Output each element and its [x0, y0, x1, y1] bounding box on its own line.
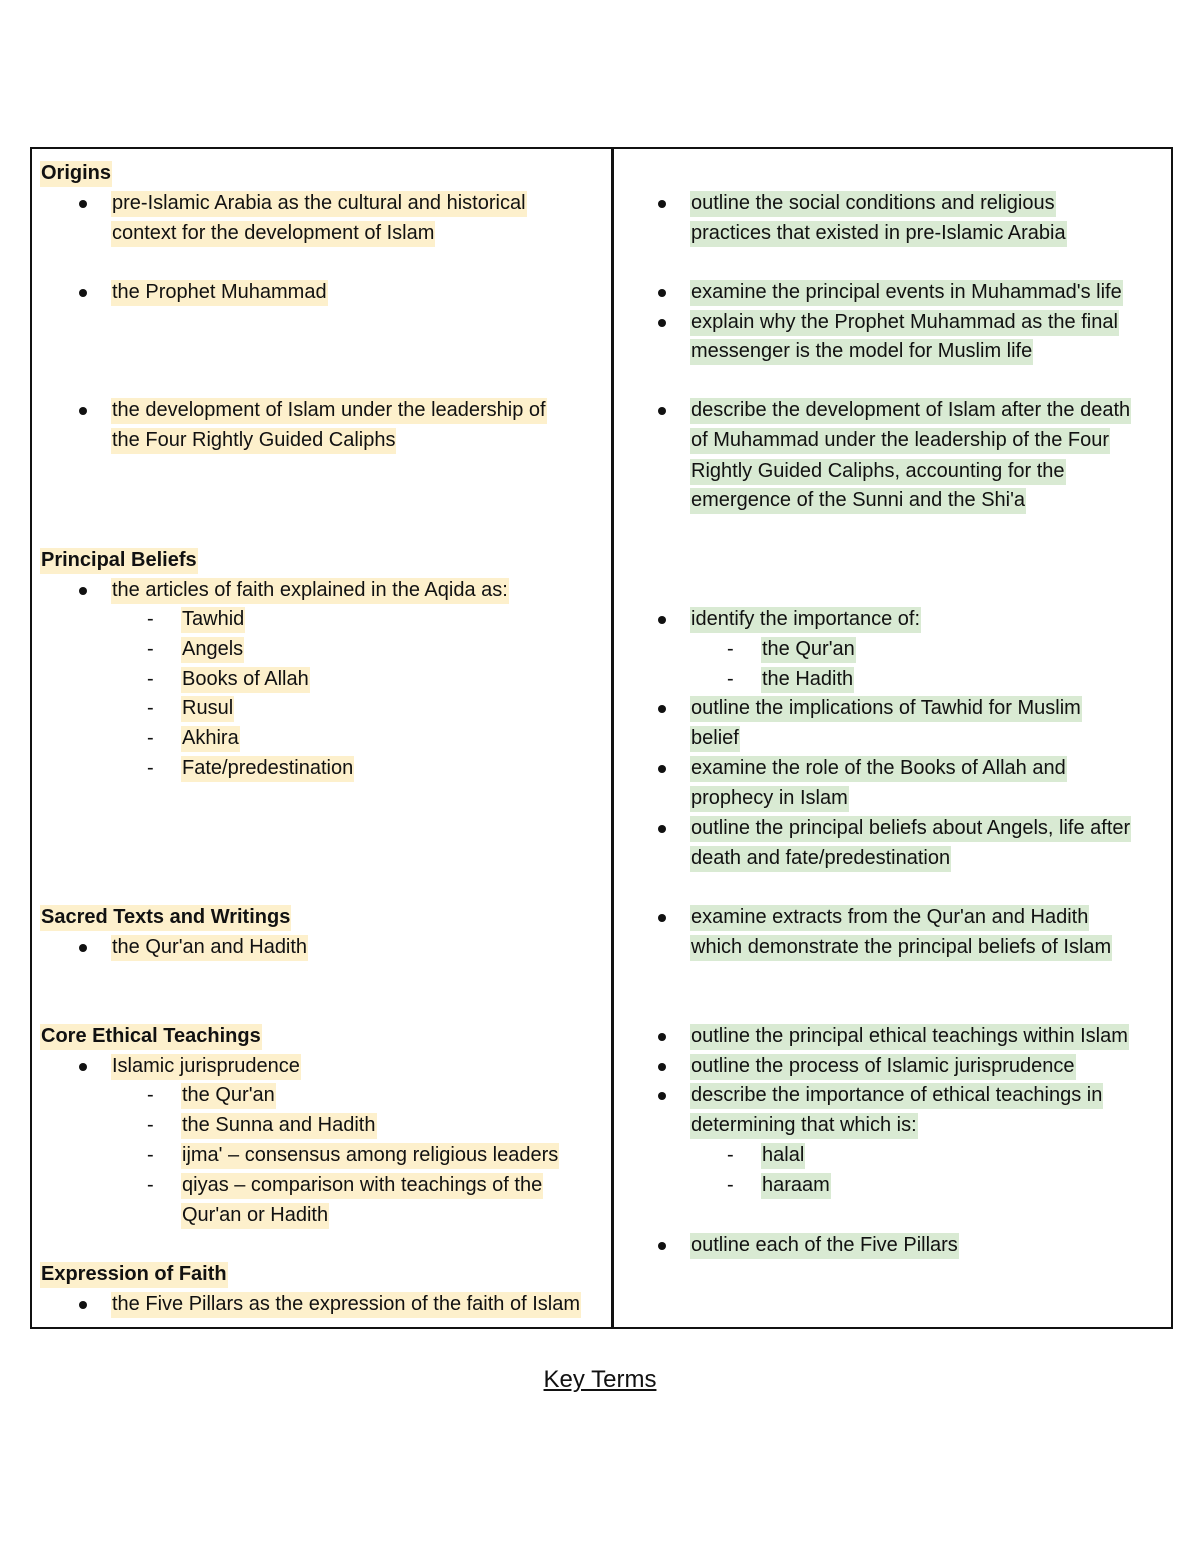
list-item: the Four Rightly Guided Caliphs [111, 427, 396, 453]
list-item: Islamic jurisprudence [111, 1053, 301, 1079]
dash-icon: - [147, 638, 154, 660]
list-item: belief [690, 725, 740, 751]
list-item: outline the social conditions and religious [690, 190, 1056, 216]
expression-of-faith-heading: Expression of Faith [40, 1261, 228, 1287]
dash-icon: - [147, 1114, 154, 1136]
column-divider [611, 149, 614, 1327]
sub-list-item: the Hadith [761, 666, 854, 692]
bullet-icon [658, 765, 666, 773]
bullet-icon [79, 289, 87, 297]
list-item: context for the development of Islam [111, 220, 435, 246]
sub-list-item: Tawhid [181, 606, 245, 632]
list-item: death and fate/predestination [690, 845, 951, 871]
dash-icon: - [147, 668, 154, 690]
sub-list-item: qiyas – comparison with teachings of the [181, 1172, 543, 1198]
bullet-icon [658, 616, 666, 624]
bullet-icon [79, 944, 87, 952]
list-item: determining that which is: [690, 1112, 918, 1138]
principal-beliefs-heading: Principal Beliefs [40, 547, 198, 573]
dash-icon: - [147, 1174, 154, 1196]
list-item: examine the principal events in Muhammad's life [690, 279, 1123, 305]
list-item: which demonstrate the principal beliefs of Islam [690, 934, 1112, 960]
list-item: Rightly Guided Caliphs, accounting for the [690, 458, 1066, 484]
dash-icon: - [147, 697, 154, 719]
bullet-icon [658, 1092, 666, 1100]
dash-icon: - [147, 608, 154, 630]
dash-icon: - [727, 668, 734, 690]
list-item: the articles of faith explained in the Aqida as: [111, 577, 509, 603]
list-item: describe the importance of ethical teachings in [690, 1082, 1103, 1108]
sub-list-item: the Qur'an [181, 1082, 276, 1108]
list-item: examine the role of the Books of Allah and [690, 755, 1067, 781]
dash-icon: - [147, 1144, 154, 1166]
list-item: outline the process of Islamic jurisprudence [690, 1053, 1076, 1079]
list-item: pre-Islamic Arabia as the cultural and historical [111, 190, 527, 216]
dash-icon: - [147, 757, 154, 779]
list-item: outline the principal ethical teachings within Islam [690, 1023, 1129, 1049]
bullet-icon [658, 705, 666, 713]
sub-list-item: halal [761, 1142, 805, 1168]
list-item: describe the development of Islam after the death [690, 397, 1131, 423]
bullet-icon [658, 1033, 666, 1041]
sub-list-item: Books of Allah [181, 666, 310, 692]
dash-icon: - [727, 1144, 734, 1166]
dash-icon: - [147, 1084, 154, 1106]
sub-list-item: Qur'an or Hadith [181, 1202, 329, 1228]
list-item: the Prophet Muhammad [111, 279, 328, 305]
sub-list-item: ijma' – consensus among religious leaders [181, 1142, 559, 1168]
list-item: the Qur'an and Hadith [111, 934, 308, 960]
sub-list-item: Angels [181, 636, 244, 662]
bullet-icon [658, 319, 666, 327]
list-item: the development of Islam under the leadership of [111, 397, 547, 423]
dash-icon: - [147, 727, 154, 749]
bullet-icon [79, 1063, 87, 1071]
list-item: explain why the Prophet Muhammad as the final [690, 309, 1119, 335]
sub-list-item: the Sunna and Hadith [181, 1112, 377, 1138]
bullet-icon [658, 289, 666, 297]
bullet-icon [79, 407, 87, 415]
bullet-icon [658, 1242, 666, 1250]
bullet-icon [658, 407, 666, 415]
sub-list-item: the Qur'an [761, 636, 856, 662]
sacred-texts-heading: Sacred Texts and Writings [40, 904, 291, 930]
dash-icon: - [727, 1174, 734, 1196]
list-item: identify the importance of: [690, 606, 921, 632]
list-item: outline each of the Five Pillars [690, 1232, 959, 1258]
sub-list-item: Akhira [181, 725, 240, 751]
bullet-icon [79, 587, 87, 595]
list-item: outline the principal beliefs about Angels, life after [690, 815, 1131, 841]
bullet-icon [658, 825, 666, 833]
list-item: examine extracts from the Qur'an and Hadith [690, 904, 1089, 930]
list-item: messenger is the model for Muslim life [690, 338, 1033, 364]
list-item: outline the implications of Tawhid for Muslim [690, 695, 1082, 721]
bullet-icon [79, 200, 87, 208]
bullet-icon [658, 200, 666, 208]
bullet-icon [79, 1301, 87, 1309]
list-item: the Five Pillars as the expression of the faith of Islam [111, 1291, 581, 1317]
origins-heading: Origins [40, 160, 112, 186]
sub-list-item: Fate/predestination [181, 755, 354, 781]
core-ethical-teachings-heading: Core Ethical Teachings [40, 1023, 262, 1049]
list-item: practices that existed in pre-Islamic Arabia [690, 220, 1067, 246]
sub-list-item: haraam [761, 1172, 831, 1198]
sub-list-item: Rusul [181, 695, 234, 721]
bullet-icon [658, 1063, 666, 1071]
bullet-icon [658, 914, 666, 922]
list-item: emergence of the Sunni and the Shi'a [690, 487, 1026, 513]
list-item: prophecy in Islam [690, 785, 849, 811]
dash-icon: - [727, 638, 734, 660]
key-terms-heading: Key Terms [543, 1366, 657, 1393]
list-item: of Muhammad under the leadership of the Four [690, 427, 1110, 453]
